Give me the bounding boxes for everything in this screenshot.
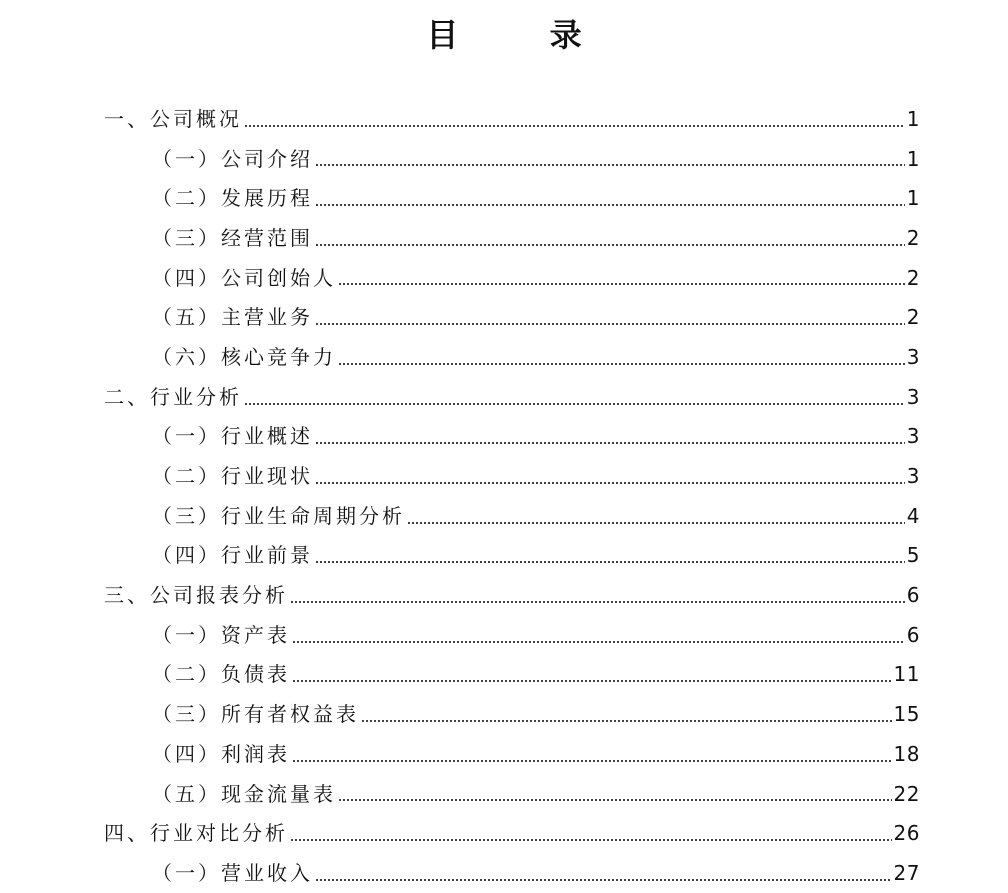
dot-leader xyxy=(292,759,892,763)
toc-list xyxy=(0,99,1008,893)
dot-leader xyxy=(315,203,905,207)
toc-entry-page-number: 1 xyxy=(906,186,920,211)
dot-leader xyxy=(244,402,905,406)
toc-subsection-entry[interactable] xyxy=(0,496,1008,536)
toc-subsection-entry[interactable] xyxy=(0,694,1008,734)
toc-subsection-entry[interactable] xyxy=(0,655,1008,695)
dot-leader xyxy=(292,640,905,644)
toc-subsection-entry[interactable] xyxy=(0,139,1008,179)
toc-entry-label: （四）利润表 xyxy=(152,741,290,766)
toc-entry-page-number: 1 xyxy=(906,106,920,131)
toc-entry-label: （二）发展历程 xyxy=(152,186,313,211)
toc-entry-page-number: 22 xyxy=(893,781,920,806)
toc-entry-label: 二、行业分析 xyxy=(104,384,242,409)
toc-subsection-entry[interactable] xyxy=(0,456,1008,496)
toc-entry-label: （三）所有者权益表 xyxy=(152,702,359,727)
toc-subsection-entry[interactable] xyxy=(0,218,1008,258)
toc-subsection-entry[interactable] xyxy=(0,536,1008,576)
toc-entry-label: （一）行业概述 xyxy=(152,424,313,449)
toc-entry-page-number: 6 xyxy=(906,583,920,608)
dot-leader xyxy=(292,679,892,683)
dot-leader xyxy=(315,560,905,564)
toc-subsection-entry[interactable] xyxy=(0,258,1008,298)
toc-entry-page-number: 11 xyxy=(893,662,920,687)
toc-entry-label: 四、行业对比分析 xyxy=(104,821,288,846)
toc-subsection-entry[interactable] xyxy=(0,417,1008,457)
toc-subsection-entry[interactable] xyxy=(0,774,1008,814)
toc-subsection-entry[interactable] xyxy=(0,297,1008,337)
toc-entry-label: （一）营业收入 xyxy=(152,860,313,885)
toc-entry-label: （一）资产表 xyxy=(152,622,290,647)
toc-entry-page-number: 26 xyxy=(893,821,920,846)
toc-entry-page-number: 3 xyxy=(906,344,920,369)
toc-entry-page-number: 1 xyxy=(906,146,920,171)
dot-leader xyxy=(315,441,905,445)
toc-subsection-entry[interactable] xyxy=(0,178,1008,218)
dot-leader xyxy=(315,243,905,247)
toc-entry-label: （五）现金流量表 xyxy=(152,781,336,806)
toc-entry-page-number: 27 xyxy=(893,860,920,885)
toc-entry-page-number: 5 xyxy=(906,543,920,568)
toc-entry-label: （二）行业现状 xyxy=(152,464,313,489)
dot-leader xyxy=(407,521,905,525)
toc-entry-label: （三）经营范围 xyxy=(152,225,313,250)
toc-entry-page-number: 2 xyxy=(906,305,920,330)
dot-leader xyxy=(338,282,905,286)
dot-leader xyxy=(361,719,892,723)
toc-section-entry[interactable] xyxy=(0,813,1008,853)
dot-leader xyxy=(244,124,905,128)
dot-leader xyxy=(315,322,905,326)
toc-entry-label: （三）行业生命周期分析 xyxy=(152,503,405,528)
dot-leader xyxy=(315,878,892,882)
toc-entry-label: 三、公司报表分析 xyxy=(104,583,288,608)
toc-entry-label: （一）公司介绍 xyxy=(152,146,313,171)
toc-entry-label: （六）核心竞争力 xyxy=(152,344,336,369)
toc-entry-page-number: 3 xyxy=(906,424,920,449)
dot-leader xyxy=(290,838,892,842)
toc-entry-page-number: 6 xyxy=(906,622,920,647)
toc-entry-label: （二）负债表 xyxy=(152,662,290,687)
toc-entry-page-number: 18 xyxy=(893,741,920,766)
toc-entry-page-number: 3 xyxy=(906,384,920,409)
toc-subsection-entry[interactable] xyxy=(0,337,1008,377)
page-title: 目 录 xyxy=(426,16,622,54)
toc-entry-page-number: 2 xyxy=(906,265,920,290)
toc-subsection-entry[interactable] xyxy=(0,734,1008,774)
toc-entry-label: （四）行业前景 xyxy=(152,543,313,568)
toc-entry-label: 一、公司概况 xyxy=(104,106,242,131)
toc-subsection-entry[interactable] xyxy=(0,615,1008,655)
dot-leader xyxy=(338,798,892,802)
toc-entry-page-number: 3 xyxy=(906,464,920,489)
toc-entry-label: （五）主营业务 xyxy=(152,305,313,330)
dot-leader xyxy=(315,163,905,167)
toc-entry-page-number: 4 xyxy=(906,503,920,528)
toc-entry-page-number: 15 xyxy=(893,702,920,727)
toc-entry-label: （四）公司创始人 xyxy=(152,265,336,290)
toc-section-entry[interactable] xyxy=(0,99,1008,139)
dot-leader xyxy=(338,362,905,366)
dot-leader xyxy=(315,481,905,485)
toc-entry-page-number: 2 xyxy=(906,225,920,250)
toc-section-entry[interactable] xyxy=(0,575,1008,615)
dot-leader xyxy=(290,600,905,604)
toc-section-entry[interactable] xyxy=(0,377,1008,417)
toc-subsection-entry[interactable] xyxy=(0,853,1008,893)
